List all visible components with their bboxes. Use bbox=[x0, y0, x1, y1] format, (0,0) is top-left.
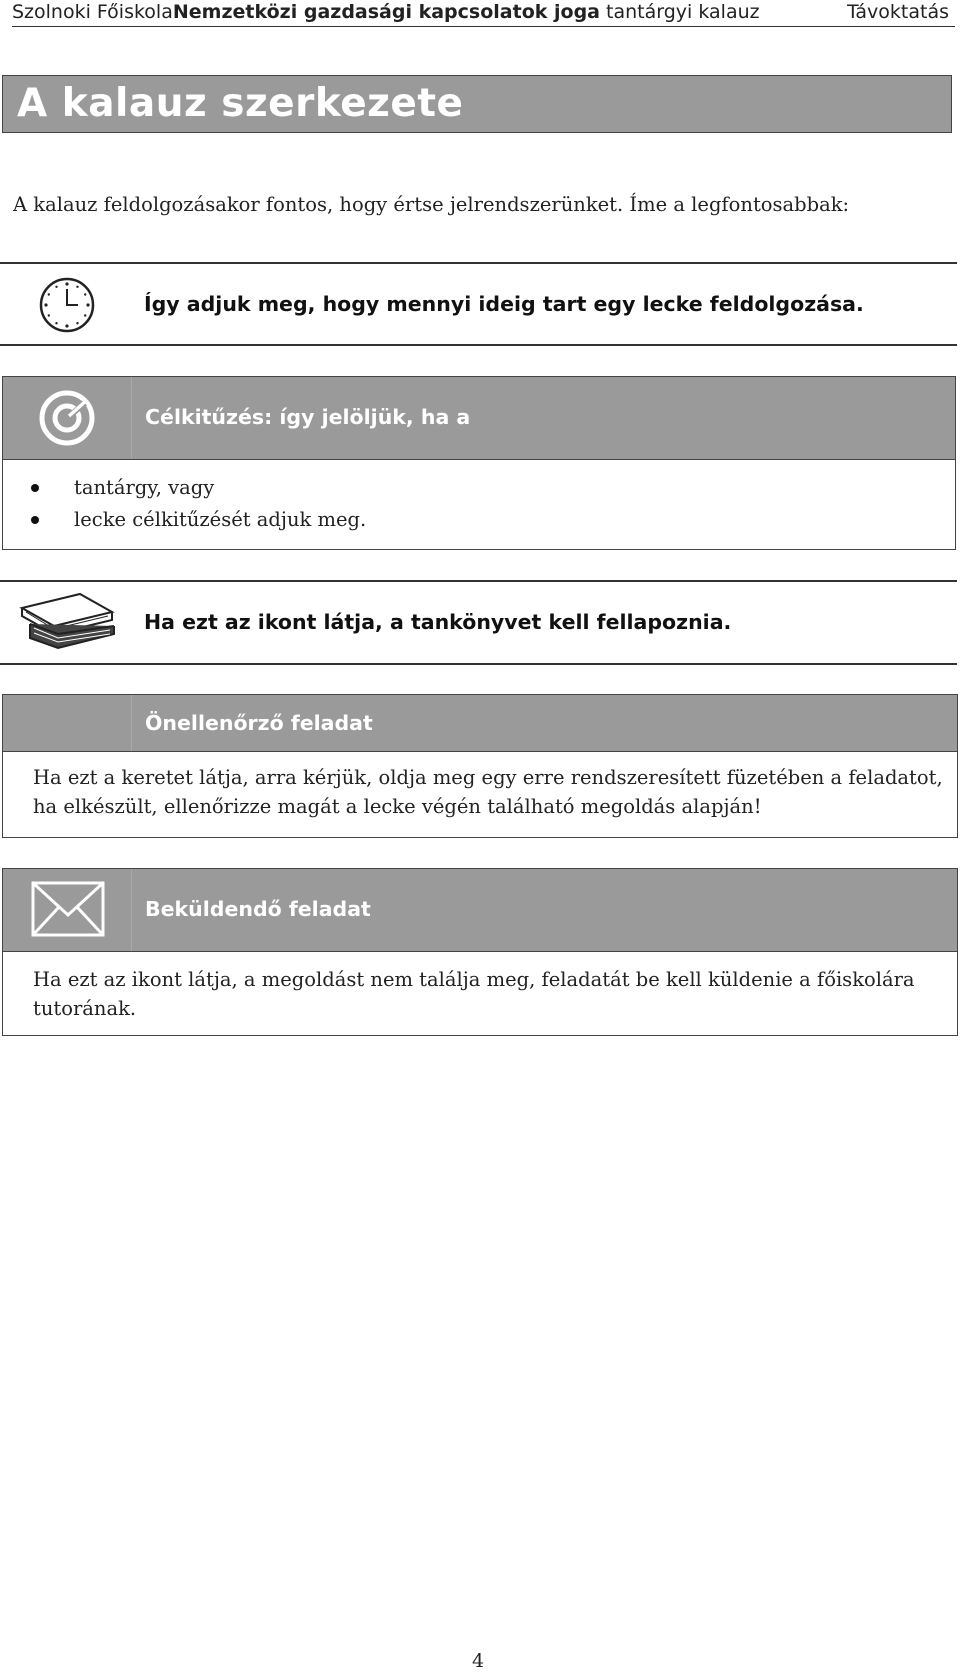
submit-title: Beküldendő feladat bbox=[145, 897, 371, 921]
self-check-header bbox=[3, 695, 957, 752]
list-item-text: lecke célkitűzését adjuk meg. bbox=[74, 508, 367, 531]
running-header bbox=[12, 0, 955, 27]
self-check-title: Önellenőrző feladat bbox=[145, 711, 373, 735]
time-description: Így adjuk meg, hogy mennyi ideig tart egy lecke feldolgozása. bbox=[144, 292, 864, 316]
header-course-suffix: tantárgyi kalauz bbox=[600, 1, 760, 23]
header-course-title: Nemzetközi gazdasági kapcsolatok joga bbox=[172, 1, 600, 23]
submit-header bbox=[3, 869, 957, 952]
self-check-body-line-1: Ha ezt a keretet látja, arra kérjük, oldja meg egy erre rendszeresített füzetében a feladatot, bbox=[33, 766, 943, 789]
bullet-dot bbox=[31, 484, 39, 492]
header-course bbox=[12, 1, 760, 23]
list-item bbox=[31, 472, 366, 504]
header-mode: Távoktatás bbox=[846, 1, 949, 23]
divider-rule bbox=[0, 344, 957, 346]
clock-icon bbox=[38, 276, 96, 334]
list-item bbox=[31, 504, 366, 536]
page-number: 4 bbox=[472, 1650, 485, 1672]
section-title-band bbox=[2, 75, 952, 133]
intro-text: A kalauz feldolgozásakor fontos, hogy értse jelrendszerünket. Íme a legfontosabbak: bbox=[13, 193, 850, 216]
book-description: Ha ezt az ikont látja, a tankönyvet kell fellapoznia. bbox=[144, 610, 732, 634]
goal-box-header bbox=[3, 377, 955, 460]
divider-rule bbox=[0, 262, 957, 264]
submit-body-line-1: Ha ezt az ikont látja, a megoldást nem találja meg, feladatát be kell küldenie a főiskolára bbox=[33, 968, 915, 991]
goal-box bbox=[2, 376, 956, 550]
divider-rule bbox=[0, 663, 957, 665]
list-item-text: tantárgy, vagy bbox=[74, 476, 215, 499]
target-icon bbox=[3, 377, 132, 459]
section-title: A kalauz szerkezete bbox=[17, 81, 464, 126]
header-institution: Szolnoki Főiskola bbox=[12, 1, 173, 23]
submit-box bbox=[2, 868, 958, 1036]
self-check-body-line-2: ha elkészült, ellenőrizze magát a lecke végén található megoldás alapján! bbox=[33, 795, 762, 818]
envelope-icon bbox=[3, 869, 132, 951]
self-check-box bbox=[2, 694, 958, 838]
divider-rule bbox=[0, 580, 957, 582]
self-check-icon-cell bbox=[3, 695, 132, 751]
bullet-dot bbox=[31, 516, 39, 524]
goal-box-title: Célkitűzés: így jelöljük, ha a bbox=[145, 405, 471, 429]
books-icon bbox=[18, 590, 118, 650]
goal-bullet-list bbox=[31, 472, 366, 536]
submit-body-line-2: tutorának. bbox=[33, 997, 137, 1020]
